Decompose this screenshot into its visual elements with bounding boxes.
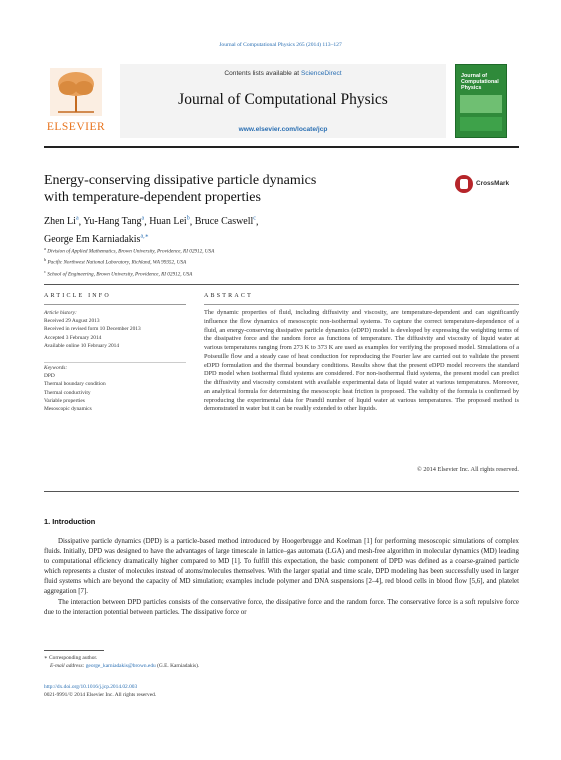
contents-line [120, 70, 446, 77]
header-divider [44, 146, 519, 148]
author[interactable]: Bruce Caswell$^c$ [194, 216, 256, 228]
journal-name: Journal of Computational Physics [178, 91, 388, 108]
history-item: Available online 10 February 2014 [44, 342, 120, 349]
keyword: Variable properties [44, 397, 85, 404]
author[interactable]: Zhen Li$^a$ [44, 216, 79, 228]
keywords [44, 364, 186, 413]
history-item: Received in revised form 10 December 2013 [44, 326, 141, 333]
corresponding-author-note: ∗ Corresponding author. [44, 655, 98, 661]
article-info-divider [44, 304, 186, 305]
author[interactable]: Yu-Hang Tang$^a$ [83, 216, 145, 228]
history-heading: Article history: [44, 310, 77, 316]
journal-cover-image[interactable] [455, 64, 507, 138]
email-line: E-mail address: george_karniadakis@brown.edu (G.E. Karniadakis). [50, 663, 200, 670]
footnote [44, 654, 519, 671]
cover-graphic-lower [460, 117, 502, 131]
affiliation: $^a$ Division of Applied Mathematics, Brown University, Providence, RI 02912, USA [44, 246, 215, 255]
history-item: Received 29 August 2013 [44, 318, 100, 325]
elsevier-logo[interactable] [44, 64, 108, 138]
abstract-bottom-divider [44, 491, 519, 492]
crossmark-icon [455, 175, 473, 193]
paragraph: Dissipative particle dynamics (DPD) is a particle-based method introduced by Hoogerbrugge and Koelman [1] for performing mesoscopic simulations of complex fluids. Initially, DPD was designed to have the advantages of large timescale in lattice–gas automata (LGA) and mesh-free algorithm in molecular dynamics (MD) leading to computational efficiency dramatically higher compared to MD [1]. To fulfill this expectation, the basic component of DPD was defined as a coarse-grained particle which represents a cluster of molecules instead of atoms/molecules themselves. With the larger spatial and time scale, DPD modeling has been successfully used in larger fluid systems which are beyond the capacity of MD simulation; examples include polymer and DNA suspensions [2–4], red blood cells in blood flow [5,6], and platelet aggregation [7]. [44, 538, 519, 596]
journal-url-link[interactable]: www.elsevier.com/locate/jcp [238, 126, 328, 133]
title-line-1: Energy-conserving dissipative particle dynamics [44, 173, 317, 188]
crossmark-label: CrossMark [476, 180, 510, 187]
author[interactable]: Huan Lei$^b$ [149, 216, 190, 228]
abstract-copyright: © 2014 Elsevier Inc. All rights reserved. [416, 466, 519, 473]
doi-block [44, 683, 519, 700]
journal-band [120, 64, 446, 138]
sciencedirect-link[interactable]: ScienceDirect [300, 70, 342, 77]
issn-line: 0021-9991/© 2014 Elsevier Inc. All rights reserved. [44, 692, 157, 699]
affiliations [44, 245, 504, 279]
affiliation: $^c$ School of Engineering, Brown University, Providence, RI 02912, USA [44, 268, 193, 278]
author-list: Zhen Li$^a$, Yu-Hang Tang$^a$, Huan Lei$^b$, Bruce Caswell$^c$, George Em Karniadakis$^{a,∗}$ [44, 216, 259, 245]
cover-title: Journal of Computational Physics [461, 73, 499, 91]
publisher-wordmark: ELSEVIER [46, 121, 106, 133]
title-line-2: with temperature-dependent properties [44, 190, 261, 205]
cover-graphic [460, 95, 502, 113]
keywords-heading: Keywords: [44, 365, 68, 371]
history-item: Accepted 3 February 2014 [44, 334, 102, 341]
abstract-divider [204, 304, 519, 305]
crossmark-button[interactable] [455, 175, 519, 195]
article-info-heading: ARTICLE INFO [44, 293, 111, 299]
affiliation: $^b$ Pacific Northwest National Laboratory, Richland, WA 99352, USA [44, 257, 187, 267]
journal-citation[interactable]: Journal of Computational Physics 265 (2014) 113–127 [219, 42, 342, 48]
introduction-body [44, 537, 519, 618]
paragraph: The interaction between DPD particles consists of the conservative force, the dissipative force and the random force. The conservative force is a soft repulsive force due to the interaction potential between particles. The dissipative force or [44, 598, 519, 616]
introduction-heading: 1. Introduction [44, 517, 96, 526]
footnote-divider [44, 650, 104, 651]
elsevier-tree-icon [50, 68, 102, 116]
abstract-heading: ABSTRACT [204, 293, 253, 299]
keyword: Mesoscopic dynamics [44, 406, 92, 413]
abstract-text: The dynamic properties of fluid, including diffusivity and viscosity, are temperature-dependent and can significantly influence the flow dynamics of mesoscopic non-isothermal systems. To capture the correct temperature-dependence of a fluid, an energy-conserving dissipative particle dynamics (eDPD) model is developed by expressing the weighting terms of the dissipative force and the random force as functions of temperature. The diffusivity and viscosity of liquid water at various temperatures ranging from 273 K to 373 K are used as examples for verifying the proposed model. Simulations of a Poiseuille flow and a steady case of heat conduction for reproducing the Fourier law are carried out to validate the present eDPD formulation and the thermal boundary conditions. Results show that the present eDPD model recovers the standard DPD model when isothermal fluid systems are considered. For non-isothermal fluid systems, the present model can predict the diffusivity and viscosity consistent with available experimental data of liquid water at various temperatures. Moreover, an analytical formula for determining the mesoscopic heat friction is proposed. The validity of the formula is confirmed by reproducing the experimental data for Prandtl number of liquid water at various temperatures. The proposed method is demonstrated in water but it can be readily extended to other liquids. [204, 309, 519, 413]
article-history [44, 309, 186, 350]
journal-header [44, 64, 519, 140]
section-divider [44, 284, 519, 285]
keyword: Thermal boundary condition [44, 381, 106, 388]
contents-prefix: Contents lists available at [224, 70, 301, 77]
keyword: DPD [44, 373, 55, 380]
keyword: Thermal conductivity [44, 389, 91, 396]
article-title [44, 172, 424, 206]
author[interactable]: George Em Karniadakis$^{a,∗}$ [44, 233, 149, 245]
keywords-divider [44, 362, 186, 363]
email-link[interactable]: george_karniadakis@brown.edu [85, 663, 156, 670]
doi-link[interactable]: http://dx.doi.org/10.1016/j.jcp.2014.02.003 [44, 684, 138, 690]
